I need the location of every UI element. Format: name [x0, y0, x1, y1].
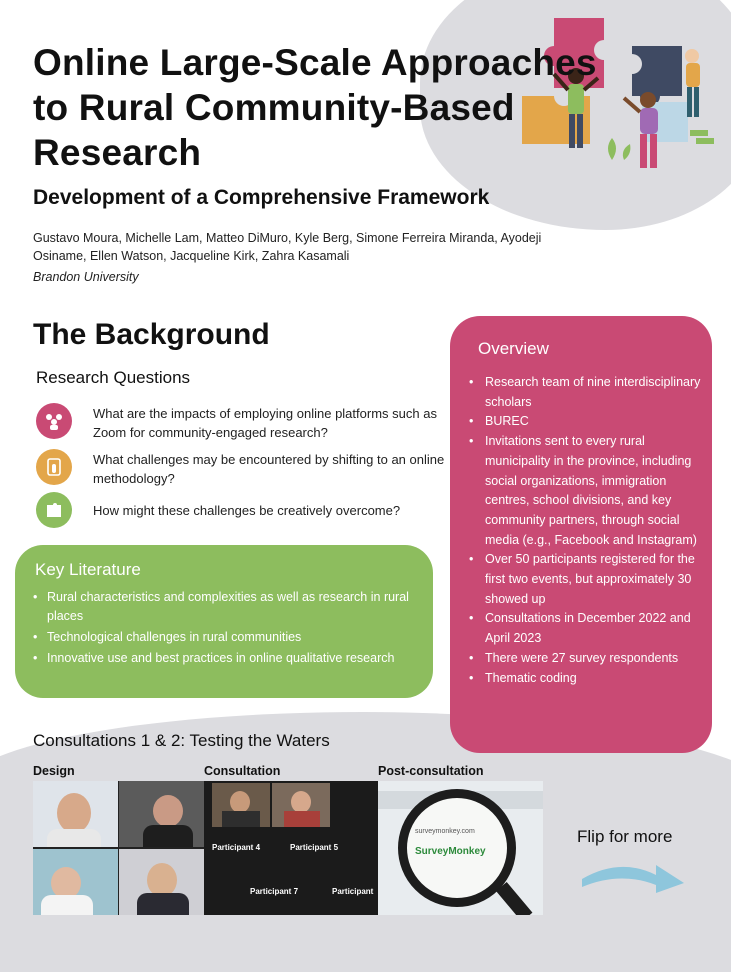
consultation-zoom-photo [204, 781, 378, 915]
photo-label-consultation: Consultation [204, 764, 281, 778]
research-question-text: How might these challenges be creatively overcome? [93, 503, 401, 518]
list-item: • Technological challenges in rural communities [33, 628, 423, 647]
photo-label-post-consultation: Post-consultation [378, 764, 484, 778]
research-question-2 [36, 449, 446, 491]
author-list: Gustavo Moura, Michelle Lam, Matteo DiMuro, Kyle Berg, Simone Ferreira Miranda, Ayodeji Osiname, Ellen Watson, Jacqueline Kirk, Zahra Kasamali [33, 231, 542, 263]
overview-panel [450, 316, 712, 753]
participant-label: Participant 5 [290, 843, 339, 852]
research-question-text: What are the impacts of employing online platforms such as Zoom for community-engaged research? [93, 406, 437, 440]
affiliation: Brandon University [33, 270, 139, 284]
people-group-icon [36, 403, 72, 439]
key-literature-panel [15, 545, 433, 698]
research-question-1 [36, 403, 446, 445]
key-literature-heading: Key Literature [35, 560, 141, 579]
list-item: • Research team of nine interdisciplinary scholars [469, 373, 704, 412]
key-literature-list [33, 588, 423, 670]
background-heading: The Background [33, 318, 270, 351]
puzzle-icon [36, 492, 72, 528]
list-item: • Thematic coding [469, 669, 704, 689]
list-item: • Over 50 participants registered for the first two events, but approximately 30 showed up [469, 550, 704, 609]
poster-subtitle: Development of a Comprehensive Framework [33, 186, 490, 209]
hand-touch-icon [36, 449, 72, 485]
list-item: • BUREC [469, 412, 704, 432]
curved-arrow-icon [580, 853, 688, 895]
list-item: • Consultations in December 2022 and April 2023 [469, 609, 704, 648]
survey-brand-text: SurveyMonkey [415, 846, 486, 857]
list-item: • There were 27 survey respondents [469, 649, 704, 669]
research-questions-heading: Research Questions [36, 368, 191, 387]
screen-url-text: surveymonkey.com [415, 828, 475, 835]
flip-for-more-text: Flip for more [577, 827, 673, 846]
participant-label: Participant [332, 887, 374, 896]
list-item: • Innovative use and best practices in online qualitative research [33, 649, 423, 668]
consultations-heading: Consultations 1 & 2: Testing the Waters [33, 731, 330, 750]
post-consultation-survey-photo [378, 781, 543, 915]
list-item: • Rural characteristics and complexities as well as research in rural places [33, 588, 423, 626]
design-meeting-photo [33, 781, 204, 915]
photo-label-design: Design [33, 764, 75, 778]
participant-label: Participant 4 [212, 843, 261, 852]
poster-title: Online Large-Scale Approaches to Rural Community-Based Research [33, 42, 597, 173]
list-item: • Invitations sent to every rural municipality in the province, including social organizations, immigration centres, school divisions, and key community partners, through social media (e.g., Facebook and Instagram) [469, 432, 704, 550]
research-question-text: What challenges may be encountered by shifting to an online methodology? [93, 452, 445, 486]
overview-list [469, 373, 704, 688]
participant-label: Participant 7 [250, 887, 299, 896]
overview-heading: Overview [478, 339, 549, 358]
research-question-3 [36, 492, 446, 534]
